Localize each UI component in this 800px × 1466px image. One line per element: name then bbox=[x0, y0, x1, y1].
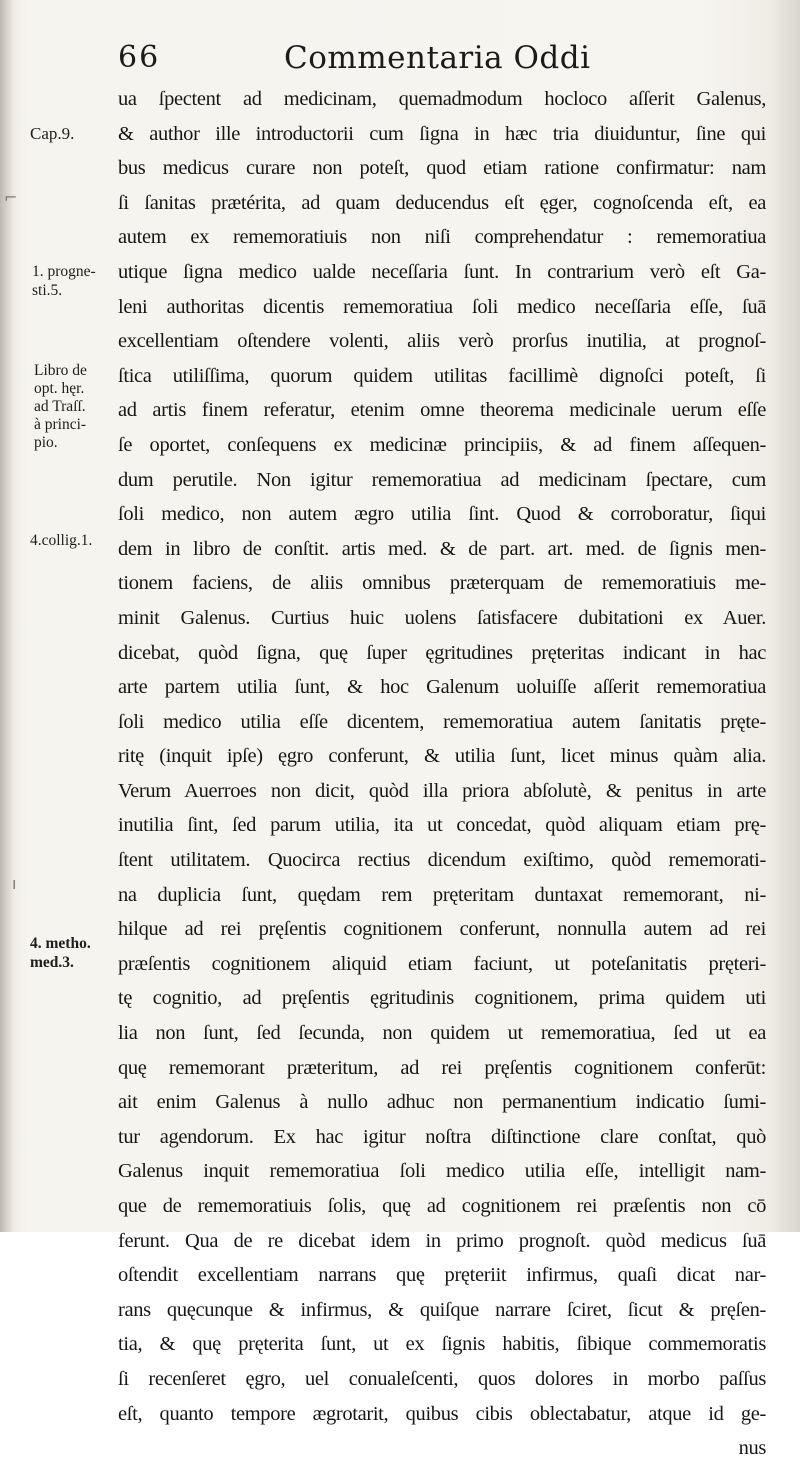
page-number: 66 bbox=[118, 40, 161, 75]
text-line: ſoli medico utilia eſſe dicentem, rememoratiua autem ſanitatis pręte- bbox=[118, 710, 766, 733]
text-line: ſi ſanitas prætérita, ad quam deducendus eſt ęger, cognoſcenda eſt, ea bbox=[118, 191, 766, 214]
text-line: bus medicus curare non poteſt, quod etiam ratione confirmatur: nam bbox=[118, 157, 766, 180]
text-line: ferunt. Qua de re dicebat idem in primo prognoſt. quòd medicus ſuā bbox=[118, 1229, 766, 1252]
text-line: quę rememorant præteritum, ad rei pręſentis cognitionem conferūt: bbox=[118, 1056, 766, 1079]
text-line: eſt, quanto tempore ægrotarit, quibus cibis oblectabatur, atque id ge- bbox=[118, 1402, 766, 1425]
text-line: ritę (inquit ipſe) ęgro conferunt, & utilia ſunt, licet minus quàm alia. bbox=[118, 745, 766, 768]
text-line: leni authoritas dicentis rememoratiua ſoli medico neceſſaria eſſe, ſuā bbox=[118, 295, 766, 318]
text-line: minit Galenus. Curtius huic uolens ſatisfacere dubitationi ex Auer. bbox=[118, 606, 766, 629]
text-line: tur agendorum. Ex hac igitur noſtra diſtinctione clare conſtat, quò bbox=[118, 1125, 766, 1148]
text-line: arte partem utilia ſunt, & hoc Galenum uoluiſſe aſſerit rememoratiua bbox=[118, 676, 766, 699]
text-line: præſentis cognitionem aliquid etiam faciunt, ut poteſanitatis pręteri- bbox=[118, 952, 766, 975]
text-line: & author ille introductorii cum ſigna in hæc tria diuiduntur, ſine qui bbox=[118, 122, 766, 145]
text-line: excellentiam oſtendere volenti, aliis verò prorſus inutilia, at prognoſ- bbox=[118, 330, 766, 353]
text-line: dicebat, quòd ſigna, quę ſuper ęgritudines pręteritas indicant in hac bbox=[118, 641, 766, 664]
margin-ink-mark: ı bbox=[12, 874, 17, 893]
text-line: dem in libro de conſtit. artis med. & de part. art. med. de ſignis men- bbox=[118, 537, 766, 560]
text-line: ſi recenſeret ęgro, uel conualeſcenti, quos dolores in morbo paſſus bbox=[118, 1367, 766, 1390]
text-line: ſtent utilitatem. Quocirca rectius dicendum exiſtimo, quòd rememorati- bbox=[118, 849, 766, 872]
text-line: ait enim Galenus à nullo adhuc non permanentium indicatio ſumi- bbox=[118, 1091, 766, 1114]
margin-note-libro-de-opt: Libro de opt. hęr. ad Traſſ. à princi- pio. bbox=[34, 362, 87, 451]
text-line: oſtendit excellentiam narrans quę pręteriit infirmus, quaſi dicat nar- bbox=[118, 1264, 766, 1287]
margin-notes bbox=[0, 0, 118, 1232]
text-line: dum perutile. Non igitur rememoratiua ad medicinam ſpectare, cum bbox=[118, 468, 766, 491]
text-line: tia, & quę pręterita ſunt, ut ex ſignis habitis, ſibique commemoratis bbox=[118, 1333, 766, 1356]
margin-note-collig: 4.collig.1. bbox=[30, 532, 93, 549]
running-title: Commentaria Oddi bbox=[284, 40, 591, 76]
margin-note-methodus: 4. metho. med.3. bbox=[30, 935, 91, 971]
text-line: ſe oportet, conſequens ex medicinæ principiis, & ad finem aſſequen- bbox=[118, 433, 766, 456]
catchword: nus bbox=[738, 1437, 766, 1460]
text-line: na duplicia ſunt, quędam rem pręteritam duntaxat rememorant, ni- bbox=[118, 883, 766, 906]
text-line: ad artis finem referatur, etenim omne theorema medicinale uerum eſſe bbox=[118, 399, 766, 422]
text-line: que de rememoratiuis ſolis, quę ad cognitionem rei præſentis non cō bbox=[118, 1195, 766, 1217]
text-line: inutilia ſint, ſed parum utilia, ita ut concedat, quòd aliquam etiam prę- bbox=[118, 814, 766, 837]
text-line: Verum Auerroes non dicit, quòd illa priora abſolutè, & penitus in arte bbox=[118, 779, 766, 802]
margin-note-prognostica: 1. progne- sti.5. bbox=[32, 263, 96, 299]
text-line: tę cognitio, ad pręſentis ęgritudinis cognitionem, prima quidem uti bbox=[118, 987, 766, 1010]
page-header bbox=[0, 40, 800, 80]
text-line: hilque ad rei pręſentis cognitionem conferunt, nonnulla autem ad rei bbox=[118, 918, 766, 941]
text-line: ſtica utiliſſima, quorum quidem utilitas facillimè dignoſci poteſt, ſi bbox=[118, 364, 766, 387]
text-line: lia non ſunt, ſed ſecunda, non quidem ut rememoratiua, ſed ut ea bbox=[118, 1022, 766, 1045]
text-line: autem ex rememoratiuis non niſi comprehendatur : rememoratiua bbox=[118, 226, 766, 249]
body-text bbox=[118, 82, 766, 1466]
text-line: ſoli medico, non autem ægro utilia ſint. Quod & corroboratur, ſiqui bbox=[118, 503, 766, 526]
text-line: Galenus inquit rememoratiua ſoli medico utilia eſſe, intelligit nam- bbox=[118, 1160, 766, 1183]
text-line: ua ſpectent ad medicinam, quemadmodum hocloco aſſerit Galenus, bbox=[118, 88, 766, 110]
text-line: rans quęcunque & infirmus, & quiſque narrare ſciret, ſicut & pręſen- bbox=[118, 1298, 766, 1321]
margin-note-cap9: Cap.9. bbox=[30, 124, 75, 143]
text-line: tionem faciens, de aliis omnibus præterquam de rememoratiuis me- bbox=[118, 572, 766, 595]
text-line: utique ſigna medico ualde neceſſaria ſunt. In contrarium verò eſt Ga- bbox=[118, 260, 766, 283]
margin-ink-mark: ⌐ bbox=[4, 188, 18, 207]
